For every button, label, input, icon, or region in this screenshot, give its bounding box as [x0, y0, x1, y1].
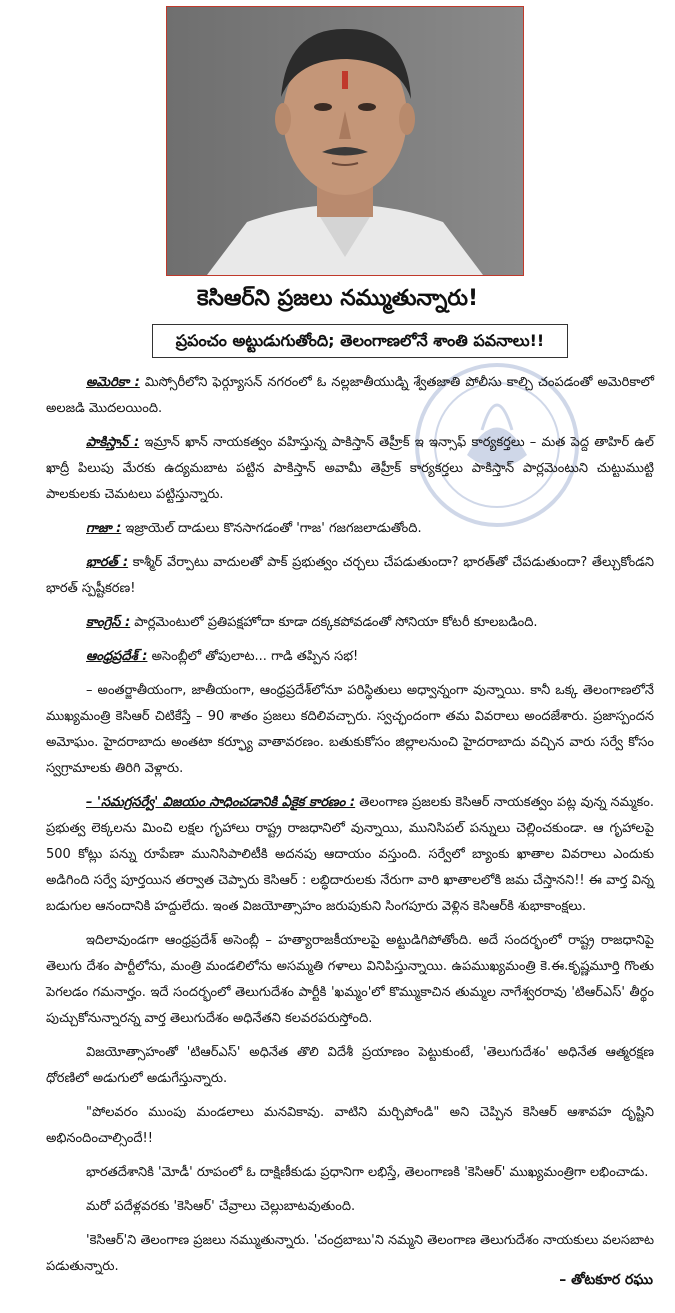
- item-congress: [46, 610, 654, 636]
- paragraph-main: – అంతర్జాతీయంగా, జాతీయంగా, ఆంధ్రప్రదేశ్‌లోనూ పరిస్థితులు అధ్వాన్నంగా వున్నాయి. కానీ ఒక్క తెలంగాణలోనే ముఖ్యమంత్రి కెసిఆర్ చిటికేస్తే – 90 శాతం ప్రజలు కదిలివచ్చారు. స్వచ్ఛందంగా తమ వివరాలు అందజేశారు. ప్రజాస్పందన అమోఘం. హైదరాబాదు అంతటా కర్ఫ్యూ వాతావరణం. బతుకుకోసం జిల్లాలనుంచి హైదరాబాదు వచ్చిన వారు సర్వే కోసం స్వగ్రామాలకు తిరిగి వెళ్లారు.: [46, 683, 654, 776]
- author-byline: – తోటకూర రఘు: [559, 1272, 653, 1288]
- samagra-label: – 'సమగ్రసర్వే' విజయం సాధించడానికి ఏకైక కారణం :: [86, 795, 356, 810]
- item-america: [46, 370, 654, 422]
- portrait-illustration: [167, 7, 523, 275]
- item-pakistan: [46, 430, 654, 508]
- item-label: గాజా :: [86, 521, 122, 536]
- item-andhra-pradesh: [46, 644, 654, 670]
- item-text: కాశ్మీర్ వేర్పాటు వాదులతో పాక్ ప్రభుత్వం చర్చలు చేపడుతుందా? భారత్‌తో చేపడుతుందా? తేల్చుకోండని భారత్ స్పష్టీకరణ!: [46, 555, 654, 596]
- item-label: అమెరికా :: [86, 375, 140, 390]
- paragraph-ten-years: మరో పదేళ్లవరకు 'కెసిఆర్' చేవ్రాలు చెల్లుబాటవుతుంది.: [86, 1199, 356, 1214]
- subheadline-text: ప్రపంచం అట్టుడుగుతోంది; తెలంగాణలోనే శాంతి పవనాలు!!: [175, 331, 545, 350]
- paragraph-andhra-assembly: ఇదిలావుండగా ఆంధ్రప్రదేశ్ అసెంబ్లీ – హత్యారాజకీయాలపై అట్టుడిగిపోతోంది. అదే సందర్భంలో రాష్ట్ర రాజధానిపై తెలుగు దేశం పార్టీలోను, మంత్రి మండలిలోను అసమ్మతి గళాలు వినిపిస్తున్నాయి. ఉపముఖ్యమంత్రి కె.ఈ.కృష్ణమూర్తి గొంతు పెగలడం గమనార్హం. ఇదే సందర్భంలో తెలుగుదేశం పార్టీకి 'ఖమ్మం'లో కొమ్ముకాచిన తుమ్మల నాగేశ్వరరావు 'టిఆర్ఎస్' తీర్థం పుచ్చుకోనున్నారన్న వార్త తెలుగుదేశం అధినేతని కలవరపరుస్తోంది.: [46, 933, 654, 1026]
- item-text: ఇజ్రాయెల్ దాడులు కొనసాగడంతో 'గాజ' గజగజలాడుతోంది.: [121, 521, 422, 536]
- samagra-text: తెలంగాణ ప్రజలకు కెసిఆర్ నాయకత్వం పట్ల వున్న నమ్మకం. ప్రభుత్వ లెక్కలను మించి లక్షల గృహాలు రాష్ట్ర రాజధానిలో వున్నాయి, మునిసిపల్ పన్నులు చెల్లించకుండా. ఆ గృహాలపై 500 కోట్లు పన్ను రూపేణా మునిసిపాలిటీకి అదనపు ఆదాయం వస్తుంది. సర్వేలో బ్యాంకు ఖాతాల వివరాలు ఎందుకు అడిగింది సర్వే పూర్తయిన తర్వాత చెప్పారు కెసిఆర్ : లబ్ధిదారులకు నేరుగా వారి ఖాతాలలోకి జమ చేస్తానని!! ఈ వార్త విన్న బడుగుల ఆనందానికి హద్దులేదు. ఇంత విజయోత్సాహం జరుపుకుని సింగపూరు వెళ్లిన కెసిఆర్‌కి శుభాకాంక్షలు.: [46, 795, 654, 914]
- item-text: పార్లమెంటులో ప్రతిపక్షహోదా కూడా దక్కకపోవడంతో సోనియా కోటరీ కూలబడింది.: [130, 615, 538, 630]
- paragraph-samagra-survey: [46, 790, 654, 920]
- item-label: కాంగ్రెస్ :: [86, 615, 131, 630]
- paragraph-polavaram: "పోలవరం ముంపు మండలాలు మనవికావు. వాటిని మర్చిపోండి" అని చెప్పిన కెసిఆర్ ఆశావహ దృష్టిని అభినందించాల్సిందే!!: [46, 1105, 654, 1146]
- item-text: అసెంబ్లీలో తోపులాట... గాడి తప్పిన సభ!: [147, 649, 359, 664]
- item-bharat: [46, 550, 654, 602]
- paragraph-modi: భారతదేశానికి 'మోడీ' రూపంలో ఓ దాక్షిణీకుడు ప్రధానిగా లభిస్తే, తెలంగాణకి 'కెసిఆర్' ముఖ్యమంత్రిగా లభించాడు.: [86, 1165, 649, 1180]
- item-label: పాకిస్తాన్ :: [86, 435, 140, 450]
- paragraph-final: 'కెసిఆర్'ని తెలంగాణ ప్రజలు నమ్ముతున్నారు. 'చంద్రబాబు'ని నమ్మని తెలంగాణ తెలుగుదేశం నాయకులు వలసబాట పడుతున్నారు.: [46, 1233, 654, 1274]
- item-gaza: [46, 516, 654, 542]
- item-text: మిస్సోరీలోని ఫెర్గ్యూసన్ నగరంలో ఓ నల్లజాతీయుడ్ని శ్వేతజాతి పోలీసు కాల్చి చంపడంతో అమెరికాలో అలజడి మొదలయింది.: [46, 375, 654, 416]
- portrait-photo: [166, 6, 524, 276]
- subheadline: [152, 324, 568, 358]
- headline: కెసిఆర్‌ని ప్రజలు నమ్ముతున్నారు!: [196, 286, 479, 311]
- item-text: ఇమ్రాన్ ఖాన్ నాయకత్వం వహిస్తున్న పాకిస్తాన్ తెహ్రీక్ ఇ ఇన్సాఫ్ కార్యకర్తలు – మత పెద్ద తాహిర్ ఉల్ ఖాద్రీ పిలుపు మేరకు ఉద్యమబాట పట్టిన పాకిస్తాన్ అవామీ తెహ్రీక్ కార్యకర్తలు పాకిస్తాన్ పార్లమెంటుని చుట్టుముట్టి పాలకులకు చెమటలు పట్టిస్తున్నారు.: [46, 435, 654, 502]
- article-body: [46, 370, 654, 1288]
- paragraph-vijayotsaham: విజయోత్సాహంతో 'టిఆర్ఎస్' అధినేత తొలి విదేశీ ప్రయాణం పెట్టుకుంటే, 'తెలుగుదేశం' అధినేత ఆత్మరక్షణ ధోరణిలో అడుగులో అడుగేస్తున్నారు.: [46, 1045, 654, 1086]
- item-label: భారత్ :: [86, 555, 129, 570]
- item-label: ఆంధ్రప్రదేశ్ :: [86, 649, 148, 664]
